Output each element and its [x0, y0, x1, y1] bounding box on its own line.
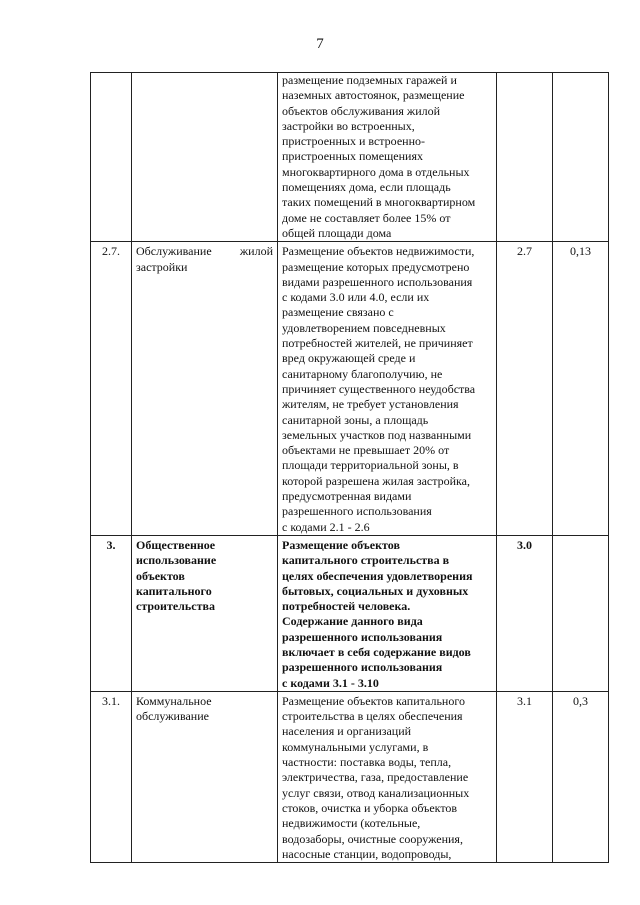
- description-line: объектами не превышает 20% от: [282, 443, 450, 458]
- description-line: объектов обслуживания жилой: [282, 103, 441, 118]
- description-line: пристроенных и встроенно-: [282, 134, 425, 149]
- description-line: включает в себя содержание видов: [282, 644, 471, 659]
- description-line: площади территориальной зоны, в: [282, 458, 459, 473]
- description-line: бытовых, социальных и духовных: [282, 583, 469, 598]
- description-line: таких помещений в многоквартирном: [282, 195, 476, 210]
- description-line: разрешенного использования: [282, 504, 432, 519]
- description-line: размещение связано с: [282, 305, 394, 320]
- description-line: строительства в целях обеспечения: [282, 709, 463, 724]
- description-line: целях обеспечения удовлетворения: [282, 568, 473, 583]
- use-description-cell: [278, 691, 497, 862]
- description-line: разрешенного использования: [282, 660, 443, 675]
- description-line: видами разрешенного использования: [282, 274, 473, 289]
- description-line: разрешенного использования: [282, 629, 443, 644]
- description-line: потребностей жителей, не причиняет: [282, 336, 473, 351]
- description-line: многоквартирного дома в отдельных: [282, 164, 470, 179]
- description-line: коммунальными услугами, в: [282, 739, 429, 754]
- land-use-table: [90, 72, 609, 863]
- description-line: доме не составляет более 15% от: [282, 210, 451, 225]
- use-name-line: использование: [136, 553, 217, 568]
- table-row: [91, 73, 609, 242]
- description-line: Размещение объектов капитального: [282, 693, 465, 708]
- description-line: капитального строительства в: [282, 553, 450, 568]
- use-description-cell: [278, 535, 497, 691]
- use-name-line: Общественное: [136, 537, 216, 552]
- description-line: Размещение объектов: [282, 537, 400, 552]
- description-line: услуг связи, отвод канализационных: [282, 785, 470, 800]
- coefficient-cell: [553, 73, 609, 242]
- use-name-line: [136, 244, 273, 259]
- description-line: потребностей человека.: [282, 599, 411, 614]
- description-line: общей площади дома: [282, 225, 392, 240]
- description-line: земельных участков под названными: [282, 427, 472, 442]
- coefficient-cell: 0,3: [553, 691, 609, 862]
- page-number: 7: [316, 36, 324, 52]
- description-line: застройки во встроенных,: [282, 118, 415, 133]
- description-line: удовлетворением повседневных: [282, 320, 446, 335]
- description-line: размещение подземных гаражей и: [282, 73, 457, 87]
- description-line: с кодами 3.0 или 4.0, если их: [282, 290, 430, 305]
- description-line: предусмотренная видами: [282, 489, 412, 504]
- use-name-line: объектов: [136, 568, 185, 583]
- description-line: наземных автостоянок, размещение: [282, 88, 465, 103]
- use-name-cell: [132, 73, 278, 242]
- use-name-cell: [132, 691, 278, 862]
- table-row: [91, 691, 609, 862]
- description-line: жителям, не требует установления: [282, 397, 459, 412]
- description-line: недвижимости (котельные,: [282, 816, 421, 831]
- description-line: причиняет существенного неудобства: [282, 381, 476, 396]
- description-line: вред окружающей среде и: [282, 351, 416, 366]
- table-row: [91, 242, 609, 536]
- row-number-cell: 2.7.: [91, 242, 132, 536]
- use-name-cell: [132, 242, 278, 536]
- use-name-line: строительства: [136, 599, 215, 614]
- code-cell: 3.0: [497, 535, 553, 691]
- row-number-cell: [91, 73, 132, 242]
- coefficient-cell: 0,13: [553, 242, 609, 536]
- use-name-line: капитального: [136, 583, 212, 598]
- description-line: помещениях дома, если площадь: [282, 180, 451, 195]
- description-line: стоков, очистка и уборка объектов: [282, 800, 458, 815]
- description-line: населения и организаций: [282, 724, 412, 739]
- table-row: [91, 535, 609, 691]
- use-description-cell: [278, 73, 497, 242]
- description-line: санитарному благополучию, не: [282, 366, 443, 381]
- row-number-cell: 3.1.: [91, 691, 132, 862]
- code-cell: [497, 73, 553, 242]
- description-line: размещение которых предусмотрено: [282, 259, 470, 274]
- description-line: санитарной зоны, а площадь: [282, 412, 429, 427]
- use-description-cell: [278, 242, 497, 536]
- description-line: которой разрешена жилая застройка,: [282, 473, 471, 488]
- use-name-line: обслуживание: [136, 709, 209, 724]
- row-number-cell: 3.: [91, 535, 132, 691]
- description-line: с кодами 3.1 - 3.10: [282, 675, 379, 690]
- use-name-word: Обслуживание: [136, 244, 212, 259]
- coefficient-cell: [553, 535, 609, 691]
- description-line: насосные станции, водопроводы,: [282, 846, 452, 861]
- description-line: пристроенных помещениях: [282, 149, 423, 164]
- description-line: частности: поставка воды, тепла,: [282, 755, 452, 770]
- use-name-word: жилой: [239, 244, 273, 259]
- description-line: электричества, газа, предоставление: [282, 770, 469, 785]
- description-line: Размещение объектов недвижимости,: [282, 244, 475, 259]
- use-name-line: Коммунальное: [136, 693, 212, 708]
- code-cell: 3.1: [497, 691, 553, 862]
- use-name-line: застройки: [136, 259, 188, 274]
- code-cell: 2.7: [497, 242, 553, 536]
- use-name-cell: [132, 535, 278, 691]
- description-line: водозаборы, очистные сооружения,: [282, 831, 463, 846]
- description-line: с кодами 2.1 - 2.6: [282, 519, 370, 534]
- description-line: Содержание данного вида: [282, 614, 423, 629]
